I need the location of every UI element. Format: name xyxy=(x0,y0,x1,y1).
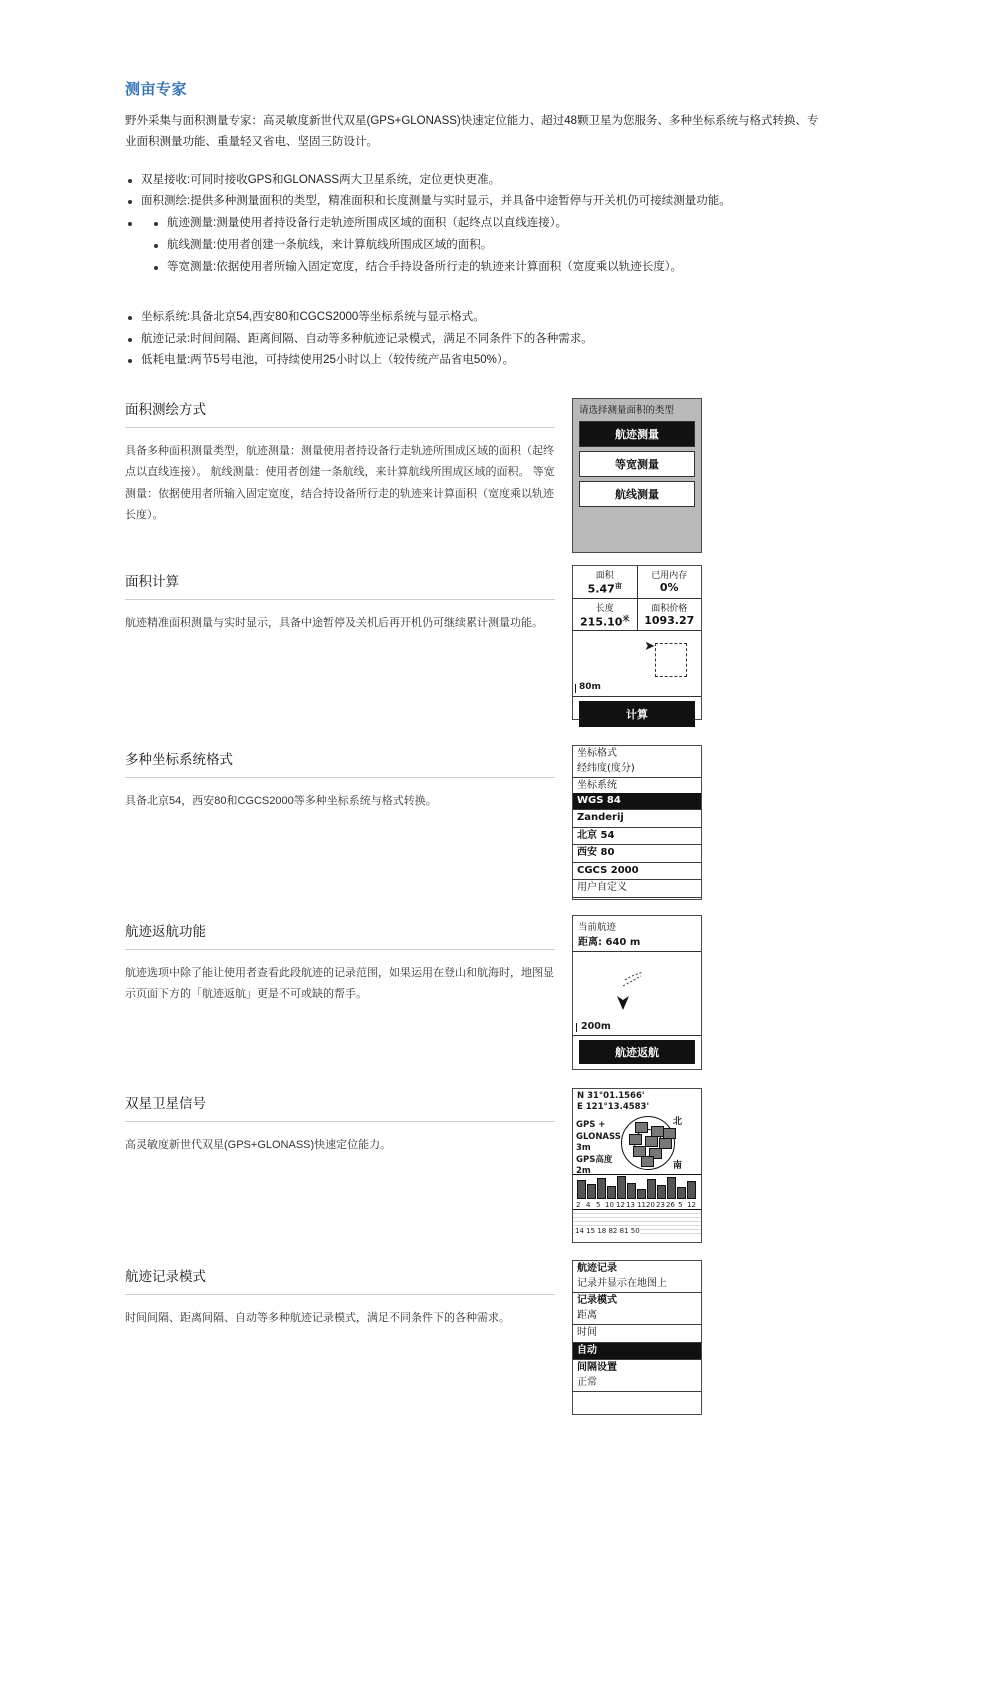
device-screen-track-record xyxy=(572,1260,702,1415)
interval-setting-label: 间隔设置 xyxy=(577,1362,617,1373)
track-record-label: 航迹记录 xyxy=(577,1263,617,1274)
signal-bar-label: 13 xyxy=(626,1201,635,1210)
record-mode-option-time[interactable]: 时间 xyxy=(573,1325,701,1343)
track-distance-value: 距离: 640 m xyxy=(578,937,641,948)
menu-item-track-survey[interactable]: 航迹测量 xyxy=(579,421,695,447)
track-header xyxy=(573,916,701,952)
list-item: 坐标系统:具备北京54,西安80和CGCS2000等坐标系统与显示格式。 xyxy=(125,307,825,329)
feature-sub-list xyxy=(151,213,825,279)
gps-altitude-value: 2m xyxy=(576,1166,591,1177)
section-body: 时间间隔、距离间隔、自动等多种航迹记录模式，满足不同条件下的各种需求。 xyxy=(125,1312,510,1324)
signal-bar-label: 12 xyxy=(687,1201,696,1210)
menu-item-fixed-width-survey[interactable]: 等宽测量 xyxy=(579,451,695,477)
stat-area-price xyxy=(638,599,702,631)
signal-bar-chart xyxy=(573,1174,701,1209)
satellite-icon xyxy=(641,1156,654,1167)
signal-bar xyxy=(647,1179,656,1199)
stat-value: 1093.27 xyxy=(644,613,695,627)
page-title: 测亩专家 xyxy=(125,81,188,98)
signal-bar-label: 10 xyxy=(605,1201,614,1210)
menu-item-route-survey[interactable]: 航线测量 xyxy=(579,481,695,507)
satellite-icon xyxy=(663,1128,676,1139)
signal-bar xyxy=(587,1184,596,1199)
area-stats-row-1 xyxy=(573,566,701,599)
stat-value: 5.47 xyxy=(587,582,615,596)
coordinate-format-label: 坐标格式 xyxy=(577,748,617,759)
signal-bar-label: 12 xyxy=(616,1201,625,1210)
current-track-label: 当前航迹 xyxy=(578,922,617,933)
section-title: 航迹记录模式 xyxy=(125,1265,555,1295)
signal-bar xyxy=(607,1186,616,1199)
section-title: 面积计算 xyxy=(125,570,555,600)
sky-view xyxy=(573,1114,701,1177)
coordinate-format-value[interactable]: 经纬度(度分) xyxy=(573,761,701,779)
map-scale-label: 200m xyxy=(581,1021,611,1032)
section-body: 航迹选项中除了能让使用者查看此段航迹的记录范围，如果运用在登山和航海时，地图显示页面下方的「航迹返航」更是不可或缺的帮手。 xyxy=(125,967,554,1001)
map-view[interactable] xyxy=(573,952,701,1036)
coordinate-system-option-xian80[interactable]: 西安 80 xyxy=(573,845,701,863)
direction-south-label: 南 xyxy=(673,1161,683,1172)
coordinate-system-option-cgcs2000[interactable]: CGCS 2000 xyxy=(573,863,701,881)
satellite-icon xyxy=(635,1122,648,1133)
section-body: 航迹精准面积测量与实时显示，具备中途暂停及关机后再开机仍可继续累计测量功能。 xyxy=(125,617,543,629)
signal-bar xyxy=(657,1185,666,1199)
stat-unit: 亩 xyxy=(614,582,622,590)
list-item: 低耗电量:两节5号电池，可持续使用25小时以上（较传统产品省电50%）。 xyxy=(125,350,825,372)
signal-bar-label: 5 xyxy=(596,1201,601,1210)
list-item: 双星接收:可同时接收GPS和GLONASS两大卫星系统，定位更快更准。 xyxy=(125,170,825,192)
direction-north-label: 北 xyxy=(673,1117,683,1128)
signal-bar xyxy=(637,1189,646,1199)
cursor-icon: ➤ xyxy=(644,639,655,655)
signal-bar-label: 11 xyxy=(637,1201,646,1210)
section-body: 具备北京54，西安80和CGCS2000等多种坐标系统与格式转换。 xyxy=(125,795,437,807)
signal-bar xyxy=(687,1181,696,1199)
stat-unit: 米 xyxy=(622,614,630,623)
area-stats-row-2 xyxy=(573,599,701,632)
section-body: 高灵敏度新世代双星(GPS+GLONASS)快速定位能力。 xyxy=(125,1139,392,1151)
gnss-info xyxy=(576,1120,621,1177)
longitude-value: E 121°13.4583' xyxy=(577,1101,650,1112)
section-body: 具备多种面积测量类型，航迹测量：测量使用者持设备行走轨迹所围成区域的面积（起终点以直线连接）。 航线测量：使用者创建一条航线，来计算航线所围成区域的面积。 等宽测量：依据使用者所输入固定宽度，结合持设备所行走的轨迹来计算面积（宽度乘以轨迹长度）。 xyxy=(125,445,555,522)
signal-bar xyxy=(617,1176,626,1199)
map-view[interactable] xyxy=(573,631,701,697)
glonass-bar-labels: 14 15 18 82 81 50 xyxy=(575,1227,640,1236)
coordinate-system-option-wgs84[interactable]: WGS 84 xyxy=(573,793,701,811)
gnss-accuracy: 3m xyxy=(576,1143,591,1154)
stat-label: 面积价格 xyxy=(651,603,688,614)
signal-bar-label: 5 xyxy=(678,1201,683,1210)
gnss-system-line2: GLONASS xyxy=(576,1131,621,1142)
feature-bullet-list xyxy=(125,170,825,279)
signal-bar xyxy=(597,1178,606,1199)
signal-bar-label: 26 xyxy=(666,1201,675,1210)
gnss-system-line1: GPS + xyxy=(576,1120,606,1131)
record-mode-label: 记录模式 xyxy=(577,1295,617,1306)
stat-value: 0% xyxy=(659,581,679,594)
signal-bar-label: 20 xyxy=(646,1201,655,1210)
stat-value: 215.10 xyxy=(580,615,623,629)
device-screen-area-calc xyxy=(572,565,702,720)
measured-polygon xyxy=(655,643,687,677)
satellite-icon xyxy=(645,1136,658,1147)
stat-label: 已用内存 xyxy=(651,571,688,581)
list-item: 航线测量:使用者创建一条航线，来计算航线所围成区域的面积。 xyxy=(151,235,825,257)
screen-header: 请选择测量面积的类型 xyxy=(579,405,675,416)
signal-bar-label: 23 xyxy=(656,1201,665,1210)
intro-paragraph: 野外采集与面积测量专家：高灵敏度新世代双星(GPS+GLONASS)快速定位能力、超过48颗卫星为您服务、多种坐标系统与格式转换、专业面积测量功能、重量轻又省电、坚固三防设计。 xyxy=(125,115,819,149)
record-mode-option-distance[interactable]: 距离 xyxy=(573,1308,701,1326)
list-item: 航迹测量:测量使用者持设备行走轨迹所围成区域的面积（起终点以直线连接）。 xyxy=(151,213,825,235)
device-screen-coordinates xyxy=(572,745,702,900)
stat-area xyxy=(573,566,638,598)
signal-bar xyxy=(577,1180,586,1199)
intro-block xyxy=(125,78,825,372)
trackback-button[interactable]: 航迹返航 xyxy=(579,1040,695,1064)
stat-length xyxy=(573,599,638,631)
stat-label: 面积 xyxy=(595,571,614,581)
coordinate-system-option-beijing54[interactable]: 北京 54 xyxy=(573,828,701,846)
coordinate-system-label: 坐标系统 xyxy=(577,780,617,791)
signal-bar-label: 2 xyxy=(576,1201,581,1210)
latitude-value: N 31°01.1566' xyxy=(577,1091,645,1101)
map-scale-label: 80m xyxy=(579,682,601,693)
record-mode-option-auto[interactable]: 自动 xyxy=(573,1343,701,1361)
device-screen-satellites xyxy=(572,1088,702,1243)
list-item: 面积测绘:提供多种测量面积的类型，精准面积和长度测量与实时显示，并具备中途暂停与开关机仍可接续测量功能。 xyxy=(125,191,825,213)
section-title: 多种坐标系统格式 xyxy=(125,748,555,778)
section-title: 面积测绘方式 xyxy=(125,398,555,428)
device-screen-survey-type xyxy=(572,398,702,553)
survey-type-menu xyxy=(579,421,695,507)
stat-memory-used xyxy=(638,566,702,598)
signal-bar xyxy=(677,1187,686,1199)
coordinate-system-option-zanderij[interactable]: Zanderij xyxy=(573,810,701,828)
calculate-button[interactable]: 计算 xyxy=(579,701,695,727)
coordinate-system-option-custom[interactable]: 用户自定义 xyxy=(573,880,701,898)
signal-bar-label: 4 xyxy=(586,1201,591,1210)
device-screen-trackback xyxy=(572,915,702,1070)
glonass-signal-area xyxy=(573,1209,701,1236)
coordinate-readout xyxy=(573,1089,701,1114)
list-item: 等宽测量:依据使用者所输入固定宽度，结合手持设备所行走的轨迹来计算面积（宽度乘以轨迹长度）。 xyxy=(151,257,825,279)
satellite-icon xyxy=(629,1134,642,1145)
stat-label: 长度 xyxy=(595,603,614,614)
signal-bar xyxy=(667,1177,676,1199)
feature-bullet-list-2 xyxy=(125,307,825,373)
signal-bar xyxy=(627,1183,636,1199)
interval-setting-value[interactable]: 正常 xyxy=(573,1375,701,1393)
track-record-value[interactable]: 记录并显示在地图上 xyxy=(573,1276,701,1294)
gps-altitude-label: GPS高度 xyxy=(576,1154,613,1165)
list-item: 航迹记录:时间间隔、距离间隔、自动等多种航迹记录模式，满足不同条件下的各种需求。 xyxy=(125,329,825,351)
section-title: 航迹返航功能 xyxy=(125,920,555,950)
section-title: 双星卫星信号 xyxy=(125,1092,555,1122)
